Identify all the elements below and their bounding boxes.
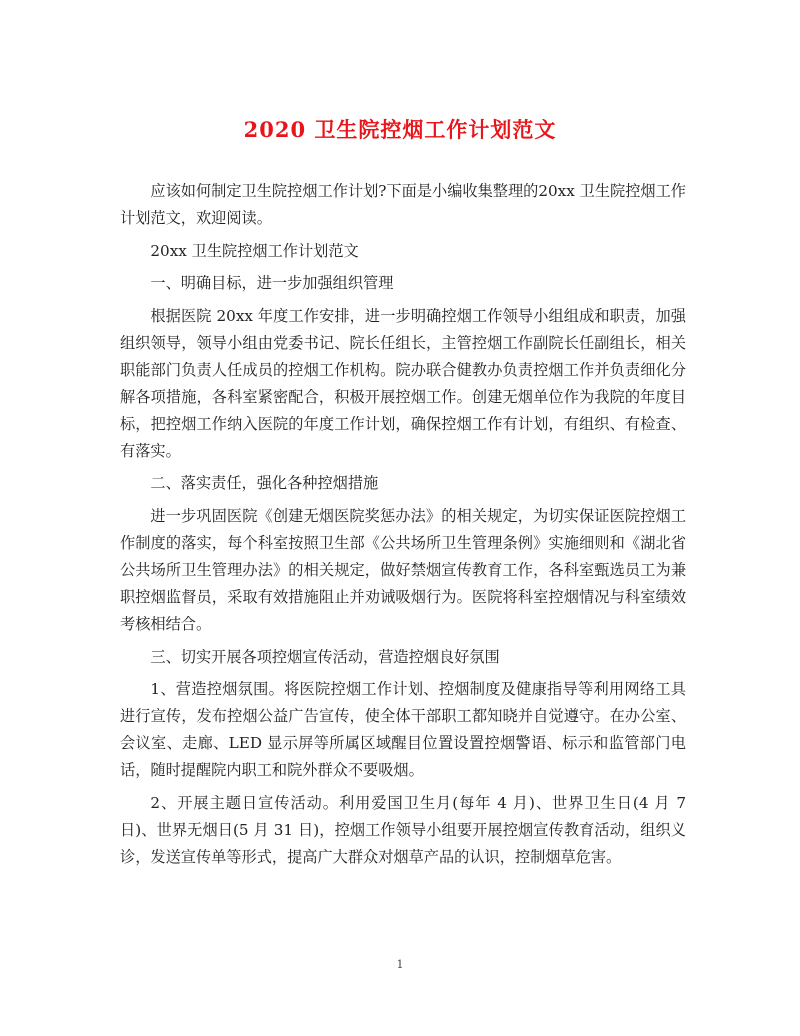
subtitle-paragraph: 20xx 卫生院控烟工作计划范文 [150, 241, 359, 260]
section-heading-1: 一、明确目标，进一步加强组织管理 [150, 274, 394, 293]
section-heading-3: 三、切实开展各项控烟宣传活动，营造控烟良好氛围 [150, 647, 500, 666]
intro-paragraph: 应该如何制定卫生院控烟工作计划?下面是小编收集整理的20xx 卫生院控烟工作计划范文，欢迎阅读。 [120, 182, 686, 227]
section-3-item-1: 1、营造控烟氛围。将医院控烟工作计划、控烟制度及健康指导等利用网络工具进行宣传，发布控烟公益广告宣传，使全体干部职工都知晓并自觉遵守。在办公室、会议室、走廊、LED 显示屏等所属区域醒目位置设置控烟警语、标示和监管部门电话，随时提醒院内职工和院外群众不要吸烟。 [120, 680, 686, 780]
page-number: 1 [396, 958, 404, 971]
section-2-paragraph: 进一步巩固医院《创建无烟医院奖惩办法》的相关规定，为切实保证医院控烟工作制度的落实，每个科室按照卫生部《公共场所卫生管理条例》实施细则和《湖北省公共场所卫生管理办法》的相关规定，做好禁烟宣传教育工作，各科室甄选员工为兼职控烟监督员，采取有效措施阻止并劝诫吸烟行为。医院将科室控烟情况与科室绩效考核相结合。 [120, 506, 686, 633]
section-1-paragraph: 根据医院 20xx 年度工作安排，进一步明确控烟工作领导小组组成和职责，加强组织领导，领导小组由党委书记、院长任组长，主管控烟工作副院长任副组长，相关职能部门负责人任成员的控烟工作机构。院办联合健教办负责控烟工作并负责细化分解各项措施，各科室紧密配合，积极开展控烟工作。创建无烟单位作为我院的年度目标，把控烟工作纳入医院的年度工作计划，确保控烟工作有计划，有组织、有检查、有落实。 [120, 306, 686, 460]
section-heading-2: 二、落实责任，强化各种控烟措施 [150, 474, 379, 493]
section-3-item-2: 2、开展主题日宣传活动。利用爱国卫生月(每年 4 月)、世界卫生日(4 月 7 日)、世界无烟日(5 月 31 日)，控烟工作领导小组要开展控烟宣传教育活动，组织义诊，发送宣传单等形式，提高广大群众对烟草产品的认识，控制烟草危害。 [120, 793, 686, 866]
document-title: 2020 卫生院控烟工作计划范文 [243, 117, 557, 142]
document-body [120, 178, 686, 876]
